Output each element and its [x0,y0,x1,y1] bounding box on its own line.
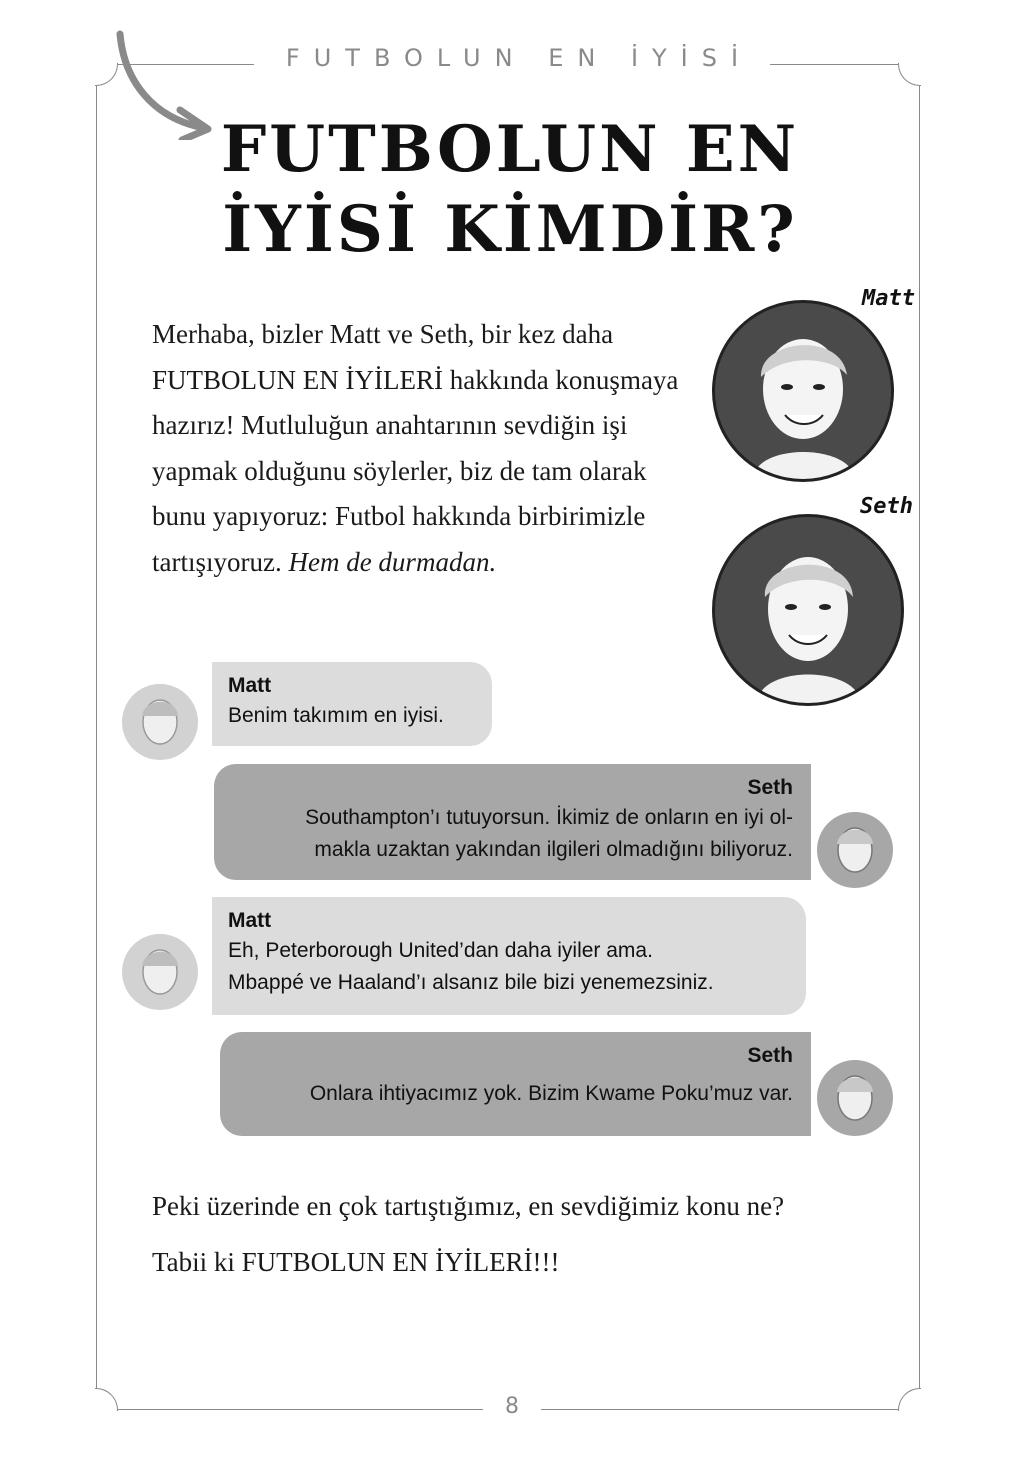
running-head: FUTBOLUN EN İYİSİ [0,44,1024,72]
page-number: 8 [0,1394,1024,1419]
chat-speaker: Matt [228,909,272,932]
intro-emphasis: Hem de durmadan. [288,546,497,577]
intro-paragraph [152,312,697,585]
title-line-2: İYİSİ KİMDİR? [222,192,798,267]
chat-message: Southampton’ı tutuyorsun. İkimiz de onların en iyi ol- [305,806,793,829]
matt-signature: Matt [862,286,915,311]
chat-speaker: Seth [747,1044,793,1067]
chat-bubble-matt [212,662,492,746]
chat-message: Benim takımım en iyisi. [228,704,444,727]
seth-portrait [712,514,904,706]
chat-message: Mbappé ve Haaland’ı alsanız bile bizi yenemezsiniz. [228,971,714,994]
outro-answer: Tabii ki FUTBOLUN EN İYİLERİ!!! [152,1246,560,1277]
chat-bubble-seth [214,764,811,880]
chat-message: makla uzaktan yakından ilgileri olmadığını biliyoruz. [314,838,793,861]
matt-avatar [122,684,198,760]
chat-speaker: Seth [747,776,793,799]
seth-signature: Seth [860,494,913,519]
page-title [160,110,860,270]
matt-portrait [712,300,894,482]
matt-avatar [122,934,198,1010]
face-icon [715,303,891,479]
chat-speaker: Matt [228,674,272,697]
chat-message: Eh, Peterborough United’dan daha iyiler ama. [228,939,653,962]
title-line-1: FUTBOLUN EN [220,112,800,187]
outro-question: Peki üzerinde en çok tartıştığımız, en sevdiğimiz konu ne? [152,1191,785,1221]
chat-bubble-matt [212,897,806,1015]
chat-bubble-seth [220,1032,811,1136]
seth-avatar [817,1060,893,1136]
chat-message: Onlara ihtiyacımız yok. Bizim Kwame Poku’muz var. [309,1082,793,1105]
face-icon [715,517,901,703]
seth-avatar [817,812,893,888]
outro-text [152,1184,832,1285]
intro-text: Merhaba, bizler Matt ve Seth, bir kez daha FUTBOLUN EN İYİLERİ hakkında konuşmaya hazırız! Mutluluğun anahtarının sevdiğin işi yapmak olduğunu söylerler, biz de tam olarak bunu yapıyoruz: Futbol hakkında birbirimizle tartışıyoruz. [152,319,679,577]
